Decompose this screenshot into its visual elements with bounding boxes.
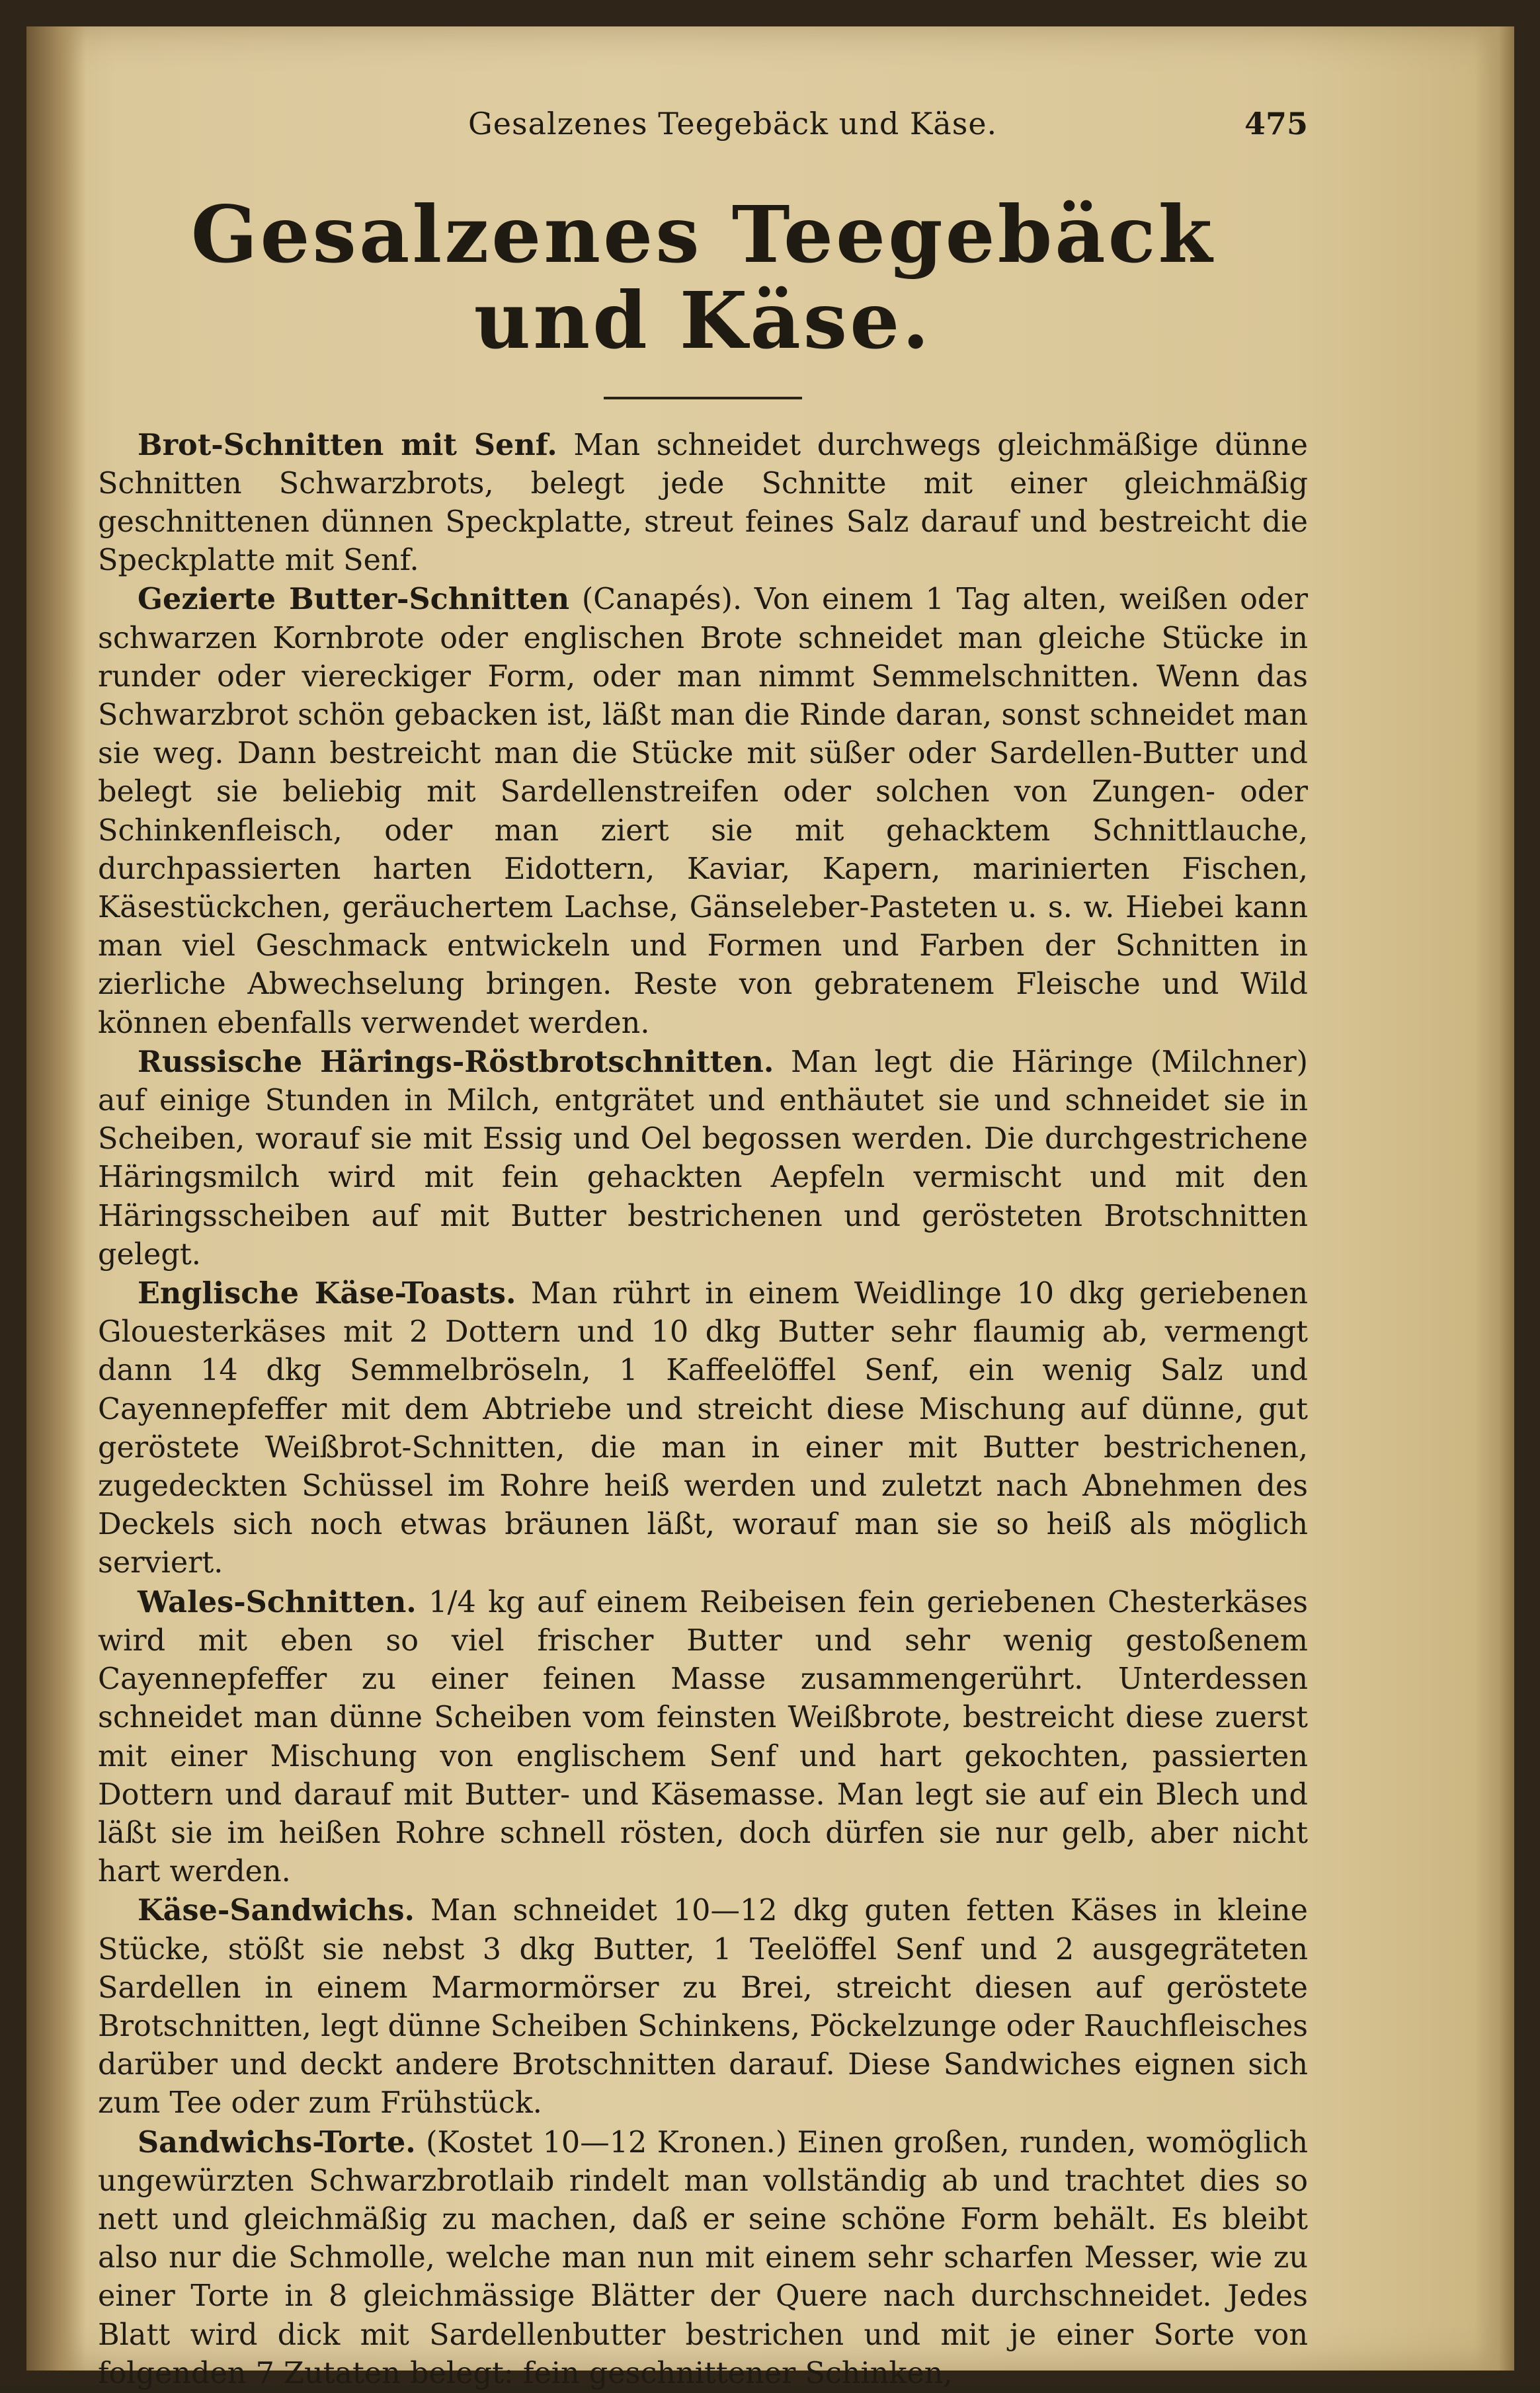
chapter-title: Gesalzenes Teegebäck und Käse.	[190, 188, 1215, 366]
recipe-body: (Canapés). Von einem 1 Tag alten, weißen oder schwarzen Kornbrote oder englischen Brote schneidet man gleiche Stücke in runder oder viereckiger Form, oder man nimmt Semmelschnitten. Wenn das Schwarzbrot schön gebacken ist, läßt man die Rinde daran, sonst schneidet man sie weg. Dann bestreicht man die Stücke mit süßer oder Sardellen-Butter und belegt sie beliebig mit Sardellenstreifen oder solchen von Zungen- oder Schinkenfleisch, oder man ziert sie mit gehacktem Schnittlauche, durchpassierten harten Eidottern, Kaviar, Kapern, marinierten Fischen, Käsestückchen, geräuchertem Lachse, Gänseleber-Pasteten u. s. w. Hiebei kann man viel Geschmack entwickeln und Formen und Farben der Schnitten in zierliche Abwechselung bringen. Reste von gebratenem Fleische und Wild können ebenfalls verwendet werden.	[98, 583, 1308, 1040]
recipe-body: Man legt die Häringe (Milchner) auf einige Stunden in Milch, entgrätet und enthäutet sie und schneidet sie in Scheiben, worauf sie mit Essig und Oel begossen werden. Die durchgestrichene Häringsmilch wird mit fein gehackten Aepfeln vermischt und mit den Häringsscheiben auf mit Butter bestrichenen und gerösteten Brotschnitten gelegt.	[98, 1045, 1308, 1272]
recipe-body: Man rührt in einem Weidlinge 10 dkg geriebenen Glouesterkäses mit 2 Dottern und 10 dkg Butter sehr flaumig ab, vermengt dann 14 dkg Semmelbröseln, 1 Kaffeelöffel Senf, ein wenig Salz und Cayennepfeffer mit dem Abtriebe und streicht diese Mischung auf dünne, gut geröstete Weißbrot-Schnitten, die man in einer mit Butter bestrichenen, zugedeckten Schüssel im Rohre heiß werden und zuletzt nach Abnehmen des Deckels sich noch etwas bräunen läßt, worauf man sie so heiß als möglich serviert.	[98, 1277, 1308, 1580]
recipe-heading: Käse-Sandwichs.	[138, 1893, 415, 1928]
recipe-heading: Brot-Schnitten mit Senf.	[138, 427, 557, 462]
running-head	[98, 99, 1308, 152]
recipe-body: 1/4 kg auf einem Reibeisen fein geriebenen Chesterkäses wird mit eben so viel frischer Butter und sehr wenig gestoßenem Cayennepfeffer zu einer feinen Masse zusammengerührt. Unterdessen schneidet man dünne Scheiben vom feinsten Weißbrote, bestreicht diese zuerst mit einer Mischung von englischem Senf und hart gekochten, passierten Dottern und darauf mit Butter- und Käsemasse. Man legt sie auf ein Blech und läßt sie im heißen Rohre schnell rösten, doch dürfen sie nur gelb, aber nicht hart werden.	[98, 1585, 1308, 1889]
recipe-body: Man schneidet 10—12 dkg guten fetten Käses in kleine Stücke, stößt sie nebst 3 dkg Butter, 1 Teelöffel Senf und 2 ausgegräteten Sardellen in einem Marmormörser zu Brei, streicht diesen auf geröstete Brotschnitten, legt dünne Scheiben Schinkens, Pöckelzunge oder Rauchfleisches darüber und deckt andere Brotschnitten darauf. Diese Sandwiches eignen sich zum Tee oder zum Frühstück.	[98, 1894, 1308, 2121]
recipe-heading: Wales-Schnitten.	[138, 1584, 417, 1619]
recipe-heading: Englische Käse-Toasts.	[138, 1276, 516, 1311]
page-number: 475	[1244, 106, 1308, 142]
recipe-brot-schnitten	[98, 426, 1308, 581]
title-rule	[604, 397, 802, 399]
recipe-haerings-roestbrot	[98, 1043, 1308, 1274]
recipe-heading: Gezierte Butter-Schnitten	[138, 582, 570, 617]
recipe-kaese-toasts	[98, 1274, 1308, 1583]
running-title: Gesalzenes Teegebäck und Käse.	[468, 106, 998, 142]
recipe-body: (Kostet 10—12 Kronen.) Einen großen, runden, womöglich ungewürzten Schwarzbrotlaib rindelt man vollständig ab und trachtet dies so nett und gleichmäßig zu machen, daß er seine schöne Form behält. Es bleibt also nur die Schmolle, welche man nun mit einem sehr scharfen Messer, wie zu einer Torte in 8 gleichmässige Blätter der Quere nach durchschneidet. Jedes Blatt wird dick mit Sardellenbutter bestrichen und mit je einer Sorte von folgenden 7 Zutaten belegt: fein geschnittener Schinken,	[98, 2125, 1308, 2390]
recipe-heading: Sandwichs-Torte.	[138, 2125, 416, 2160]
recipe-body: Man schneidet durchwegs gleichmäßige dünne Schnitten Schwarzbrots, belegt jede Schnitte mit einer gleichmäßig geschnittenen dünnen Speckplatte, streut feines Salz darauf und bestreicht die Speckplatte mit Senf.	[98, 428, 1308, 578]
recipe-butter-schnitten	[98, 580, 1308, 1042]
page-gutter	[26, 26, 86, 2371]
recipe-wales-schnitten	[98, 1583, 1308, 1892]
recipe-sandwichs-torte	[98, 2123, 1308, 2393]
recipe-kaese-sandwichs	[98, 1891, 1308, 2123]
page-edge	[1475, 26, 1514, 2371]
recipe-text	[98, 426, 1308, 2393]
page-content	[98, 99, 1308, 2393]
recipe-heading: Russische Härings-Röstbrotschnitten.	[138, 1044, 774, 1079]
